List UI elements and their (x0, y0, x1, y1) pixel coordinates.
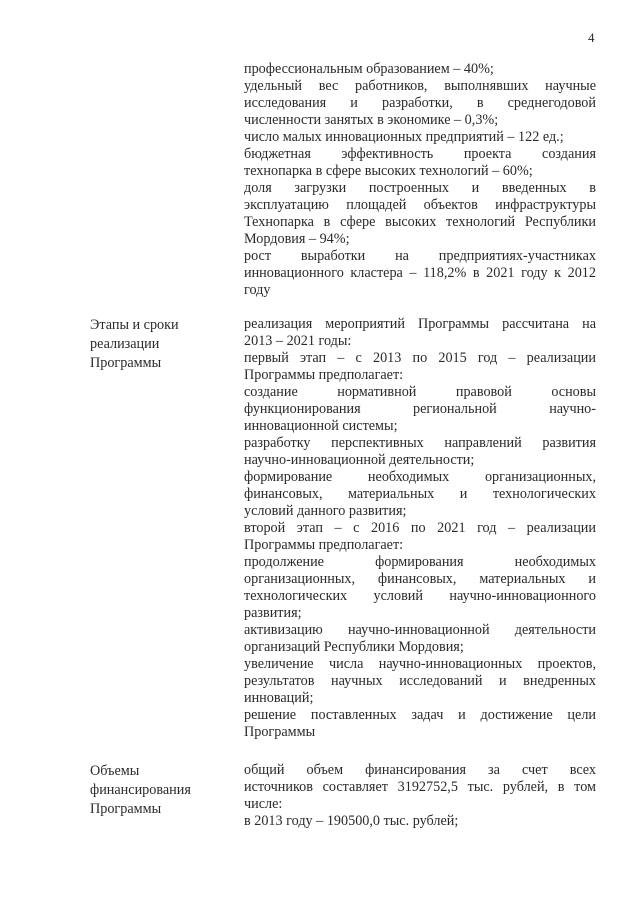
section-content (244, 316, 596, 741)
page-number: 4 (588, 30, 595, 45)
text-line: результатов научных исследований и внедренных (244, 673, 596, 689)
text-line: первый этап – с 2013 по 2015 год – реализации (244, 350, 596, 366)
text-line: реализация мероприятий Программы рассчитана на (244, 316, 596, 332)
text-line: численности занятых в экономике – 0,3%; (244, 112, 499, 128)
section-label (90, 762, 230, 819)
text-line: Технопарка в сфере высоких технологий Республики (244, 214, 596, 230)
text-line: инновационной системы; (244, 418, 398, 434)
section-label-line: реализации (90, 336, 160, 352)
text-line: функционирования региональной научно- (244, 401, 596, 417)
text-line: технологических условий научно-инновационного (244, 588, 596, 604)
section-label-line: Программы (90, 801, 162, 817)
text-line: активизацию научно-инновационной деятельности (244, 622, 596, 638)
text-line: развития; (244, 605, 302, 621)
text-line: Программы предполагает: (244, 537, 404, 553)
text-line: решение поставленных задач и достижение цели (244, 707, 596, 723)
section-label-line: финансирования (90, 782, 191, 798)
text-line: исследования и разработки, в среднегодовой (244, 95, 596, 111)
text-line: доля загрузки построенных и введенных в (244, 180, 596, 196)
text-line: Программы (244, 724, 316, 740)
text-line: в 2013 году – 190500,0 тыс. рублей; (244, 813, 459, 829)
section-label-line: Объемы (90, 763, 140, 779)
text-line: организаций Республики Мордовия; (244, 639, 464, 655)
text-line: разработку перспективных направлений развития (244, 435, 596, 451)
section-label-line: Программы (90, 355, 162, 371)
section-label-line: Этапы и сроки (90, 317, 179, 333)
text-line: 2013 – 2021 годы: (244, 333, 352, 349)
text-line: продолжение формирования необходимых (244, 554, 596, 570)
section-label (90, 316, 230, 373)
text-line: создание нормативной правовой основы (244, 384, 596, 400)
text-line: эксплуатацию площадей объектов инфраструктуры (244, 197, 596, 213)
text-line: число малых инновационных предприятий – 122 ед.; (244, 129, 564, 145)
text-line: научно-инновационной деятельности; (244, 452, 475, 468)
text-line: профессиональным образованием – 40%; (244, 61, 494, 77)
text-line: инноваций; (244, 690, 314, 706)
section-content (244, 61, 596, 299)
text-line: увеличение числа научно-инновационных проектов, (244, 656, 596, 672)
text-line: числе: (244, 796, 283, 812)
text-line: формирование необходимых организационных, (244, 469, 596, 485)
text-line: общий объем финансирования за счет всех (244, 762, 596, 778)
text-line: финансовых, материальных и технологических (244, 486, 596, 502)
text-line: бюджетная эффективность проекта создания (244, 146, 596, 162)
text-line: источников составляет 3192752,5 тыс. рублей, в том (244, 779, 596, 795)
text-line: условий данного развития; (244, 503, 407, 519)
text-line: Программы предполагает: (244, 367, 404, 383)
text-line: Мордовия – 94%; (244, 231, 350, 247)
text-line: организационных, финансовых, материальных и (244, 571, 596, 587)
text-line: технопарка в сфере высоких технологий – 60%; (244, 163, 533, 179)
text-line: инновационного кластера – 118,2% в 2021 году к 2012 (244, 265, 596, 281)
section-content (244, 762, 596, 830)
text-line: удельный вес работников, выполнявших научные (244, 78, 596, 94)
text-line: рост выработки на предприятиях-участниках (244, 248, 596, 264)
text-line: году (244, 282, 271, 298)
text-line: второй этап – с 2016 по 2021 год – реализации (244, 520, 596, 536)
